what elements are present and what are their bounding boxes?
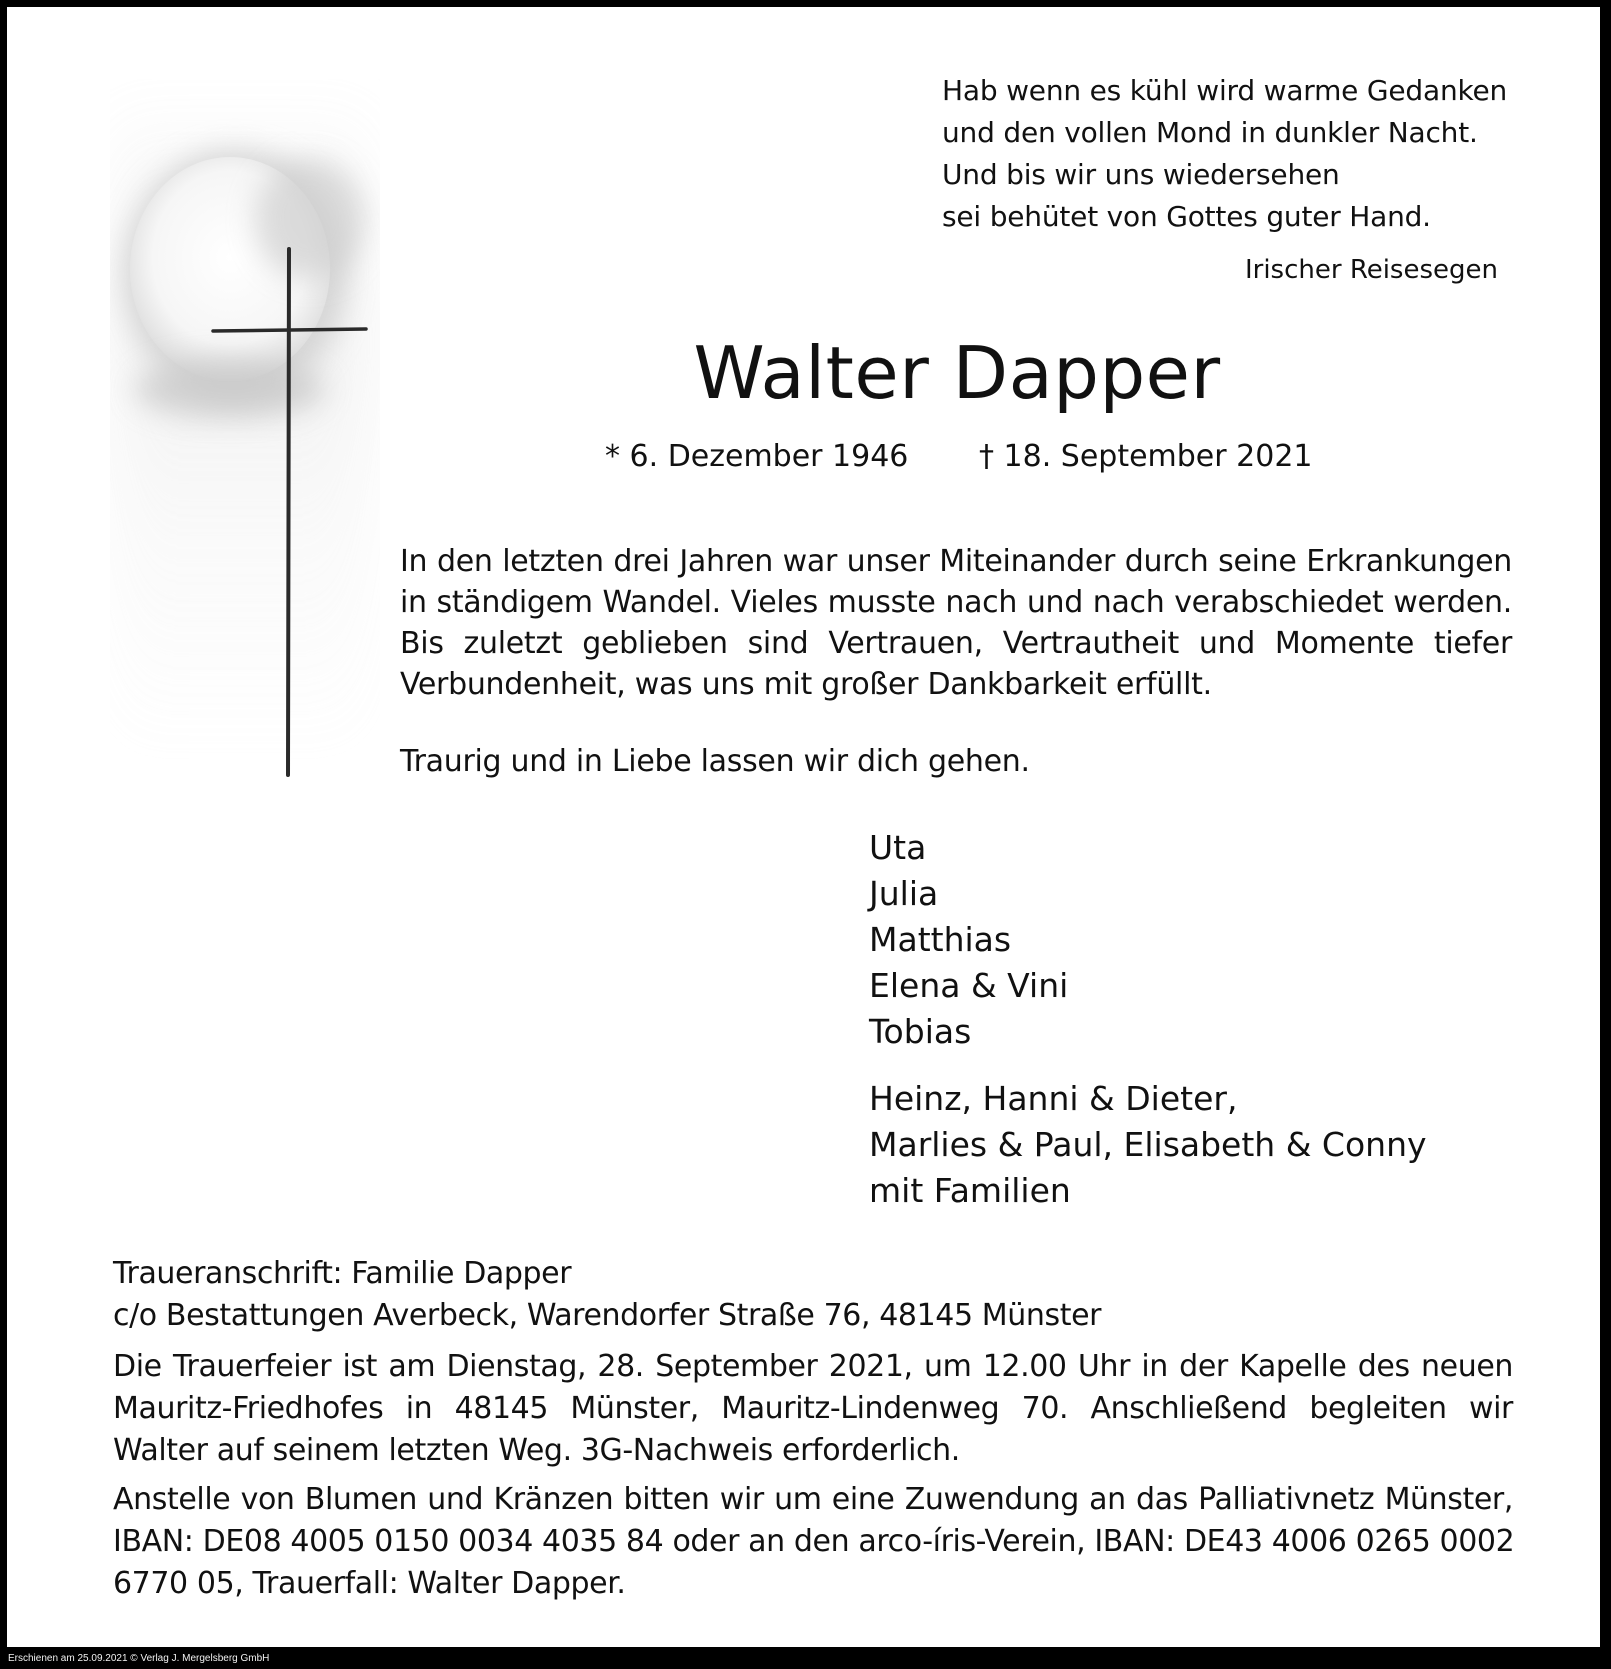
mourner-name: Marlies & Paul, Elisabeth & Conny xyxy=(869,1125,1427,1164)
poem-source: Irischer Reisesegen xyxy=(1244,255,1498,285)
mourner-name: Julia xyxy=(869,874,939,913)
donation-line: 6770 05, Trauerfall: Walter Dapper. xyxy=(113,1566,626,1601)
mourner-name: Matthias xyxy=(869,920,1012,959)
cross-icon xyxy=(110,79,380,779)
donation-info xyxy=(113,1479,1513,1605)
poem-line: Hab wenn es kühl wird warme Gedanken xyxy=(942,74,1508,107)
address-line: c/o Bestattungen Averbeck, Warendorfer Straße 76, 48145 Münster xyxy=(113,1298,1102,1333)
death-date: † 18. September 2021 xyxy=(979,439,1313,474)
cross-moon-illustration xyxy=(110,79,380,779)
mourners-relatives xyxy=(869,1076,1427,1214)
deceased-name: Walter Dapper xyxy=(693,331,1221,415)
mourner-name: Tobias xyxy=(869,1012,972,1051)
tribute-line: Bis zuletzt geblieben sind Vertrauen, Vertrautheit und Momente tiefer xyxy=(400,626,1512,661)
publication-footer: Erschienen am 25.09.2021 © Verlag J. Mergelsberg GmbH xyxy=(8,1653,270,1664)
ceremony-info xyxy=(113,1346,1513,1472)
tribute-text xyxy=(400,541,1512,705)
mourners-family xyxy=(869,825,1068,1055)
mourning-address xyxy=(113,1253,1513,1337)
poem-line: Und bis wir uns wiedersehen xyxy=(942,158,1340,191)
poem-line: sei behütet von Gottes guter Hand. xyxy=(942,200,1431,233)
tribute-line: In den letzten drei Jahren war unser Miteinander durch seine Erkrankungen xyxy=(400,544,1512,579)
ceremony-line: Walter auf seinem letzten Weg. 3G-Nachweis erforderlich. xyxy=(113,1433,960,1468)
ceremony-line: Mauritz-Friedhofes in 48145 Münster, Mauritz-Lindenweg 70. Anschließend begleiten wir xyxy=(113,1391,1513,1426)
address-line: Traueranschrift: Familie Dapper xyxy=(113,1256,572,1291)
mourner-name: Elena & Vini xyxy=(869,966,1069,1005)
tribute-line: in ständigem Wandel. Vieles musste nach und nach verabschiedet werden. xyxy=(400,585,1512,620)
ceremony-line: Die Trauerfeier ist am Dienstag, 28. September 2021, um 12.00 Uhr in der Kapelle des neuen xyxy=(113,1349,1513,1384)
closing-line: Traurig und in Liebe lassen wir dich gehen. xyxy=(400,744,1030,779)
obituary-page xyxy=(7,7,1600,1647)
donation-line: Anstelle von Blumen und Kränzen bitten wir um eine Zuwendung an das Palliativnetz Münster, xyxy=(113,1482,1513,1517)
donation-line: IBAN: DE08 4005 0150 0034 4035 84 oder an den arco-íris-Verein, IBAN: DE43 4006 0265 0002 xyxy=(113,1524,1515,1559)
poem-line: und den vollen Mond in dunkler Nacht. xyxy=(942,116,1478,149)
tribute-line: Verbundenheit, was uns mit großer Dankbarkeit erfüllt. xyxy=(400,667,1212,702)
mourner-name: Uta xyxy=(869,828,927,867)
mourner-name: Heinz, Hanni & Dieter, xyxy=(869,1079,1238,1118)
birth-date: * 6. Dezember 1946 xyxy=(605,439,909,474)
mourner-name: mit Familien xyxy=(869,1171,1071,1210)
poem xyxy=(942,70,1507,238)
